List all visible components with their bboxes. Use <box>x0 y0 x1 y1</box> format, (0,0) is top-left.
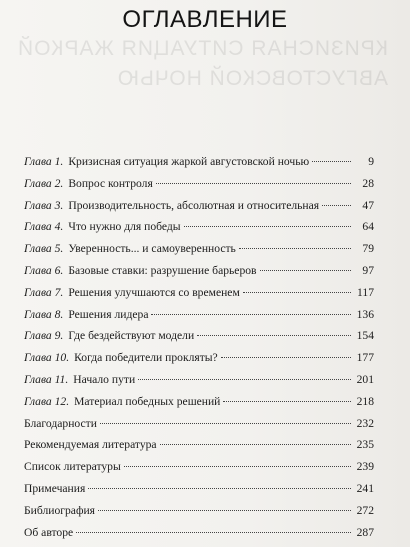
entry-title: Уверенность... и самоуверенность <box>68 242 236 256</box>
page-number: 136 <box>356 307 374 321</box>
toc-entry <box>24 500 374 522</box>
chapter-number: Глава 8. <box>24 307 64 321</box>
page-title: ОГЛАВЛЕНИЕ <box>122 6 288 33</box>
chapter-number: Глава 1. <box>24 155 64 168</box>
page-number: 9 <box>368 155 374 168</box>
toc-entry <box>24 151 374 173</box>
page-number: 232 <box>356 416 374 430</box>
page-number: 154 <box>356 329 374 343</box>
toc-entry <box>24 216 374 238</box>
page-number: 287 <box>356 525 374 539</box>
page-number: 79 <box>362 242 374 256</box>
entry-title: Материал победных решений <box>74 394 221 408</box>
dot-leader <box>151 314 351 315</box>
page-number: 97 <box>362 263 374 277</box>
chapter-number: Глава 7. <box>24 285 64 299</box>
entry-title: Об авторе <box>24 525 74 539</box>
dot-leader <box>260 270 351 271</box>
entry-title: Библиография <box>24 503 96 517</box>
entry-title: Где бездействуют модели <box>68 329 195 343</box>
chapter-number: Глава 5. <box>24 242 64 256</box>
dot-leader <box>312 161 351 162</box>
dot-leader <box>184 226 351 227</box>
toc-entry <box>24 195 374 217</box>
entry-title: Начало пути <box>73 372 136 386</box>
toc-entry <box>24 347 374 369</box>
table-of-contents <box>24 151 374 543</box>
entry-title: Кризисная ситуация жаркой августовской ночью <box>68 155 310 168</box>
entry-title: Решения улучшаются со временем <box>68 285 240 299</box>
page-number: 239 <box>356 460 374 474</box>
chapter-number: Глава 3. <box>24 198 64 212</box>
entry-title: Решения лидера <box>68 307 149 321</box>
page-number: 218 <box>356 394 374 408</box>
toc-entry <box>24 325 374 347</box>
dot-leader <box>156 183 351 184</box>
toc-entry <box>24 391 374 413</box>
toc-entry <box>24 456 374 478</box>
chapter-number: Глава 11. <box>24 372 69 386</box>
page-number: 28 <box>362 176 374 190</box>
entry-title: Список литературы <box>24 460 121 474</box>
toc-entry <box>24 413 374 435</box>
toc-entry <box>24 304 374 326</box>
toc-entry <box>24 173 374 195</box>
chapter-number: Глава 12. <box>24 394 70 408</box>
dot-leader <box>138 379 351 380</box>
entry-title: Благодарности <box>24 416 97 430</box>
page-number: 272 <box>356 503 374 517</box>
chapter-number: Глава 6. <box>24 263 64 277</box>
entry-title: Производительность, абсолютная и относительная <box>68 198 320 212</box>
toc-entry <box>24 478 374 500</box>
chapter-number: Глава 4. <box>24 220 64 234</box>
toc-entry <box>24 282 374 304</box>
page-number: 241 <box>356 481 374 495</box>
toc-entry <box>24 369 374 391</box>
dot-leader <box>197 335 351 336</box>
entry-title: Рекомендуемая литература <box>24 438 157 452</box>
dot-leader <box>223 401 351 402</box>
entry-title: Когда победители прокляты? <box>74 351 218 365</box>
reverse-page-bleed-through: КРИЗИСНАЯ СИТУАЦИЯ ЖАРКОЙ АВГУСТОВСКОЙ НОЧЬЮ <box>17 37 388 90</box>
page-number: 64 <box>362 220 374 234</box>
toc-entry <box>24 260 374 282</box>
dot-leader <box>76 532 351 533</box>
toc-entry <box>24 522 374 544</box>
toc-entry <box>24 434 374 456</box>
dot-leader <box>221 357 351 358</box>
page-number: 47 <box>362 198 374 212</box>
dot-leader <box>322 205 351 206</box>
dot-leader <box>98 510 351 511</box>
entry-title: Примечания <box>24 481 86 495</box>
page-number: 117 <box>357 285 374 299</box>
chapter-number: Глава 10. <box>24 351 70 365</box>
dot-leader <box>100 423 351 424</box>
entry-title: Вопрос контроля <box>68 176 153 190</box>
page-number: 177 <box>356 351 374 365</box>
dot-leader <box>239 248 351 249</box>
page-number: 201 <box>356 372 374 386</box>
dot-leader <box>160 444 351 445</box>
chapter-number: Глава 2. <box>24 176 64 190</box>
dot-leader <box>243 292 351 293</box>
chapter-number: Глава 9. <box>24 329 64 343</box>
page-number: 235 <box>356 438 374 452</box>
toc-entry <box>24 238 374 260</box>
dot-leader <box>124 466 351 467</box>
entry-title: Базовые ставки: разрушение барьеров <box>68 263 257 277</box>
entry-title: Что нужно для победы <box>68 220 181 234</box>
dot-leader <box>88 488 351 489</box>
